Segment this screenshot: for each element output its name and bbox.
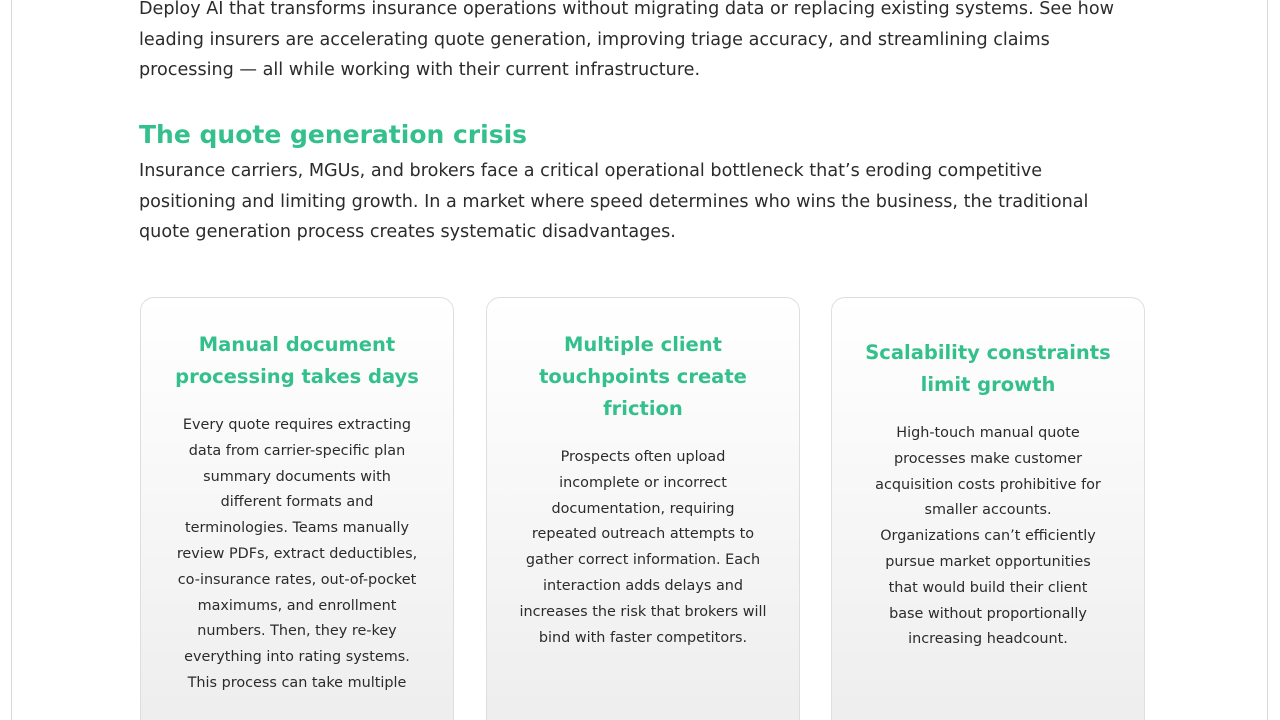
page-border-left [11,0,12,720]
card-multiple-client-touchpoints [486,297,800,720]
intro-paragraph: Deploy AI that transforms insurance operations without migrating data or replacing existing systems. See how leading insurers are accelerating quote generation, improving triage accuracy, and streamlining claims processing — all while working with their current infrastructure. [139,0,1114,80]
page-border-right [1267,0,1268,720]
card-body: High-touch manual quote processes make customer acquisition costs prohibitive for smaller accounts. Organizations can’t efficiently pursue market opportunities that would build their client base without proportionally increasing headcount. [875,425,1101,648]
card-title: Scalability constraints limit growth [865,341,1111,396]
card-scalability-constraints [831,297,1145,720]
card-manual-document-processing [140,297,454,720]
card-body: Every quote requires extracting data from carrier-specific plan summary documents with different formats and terminologies. Teams manually review PDFs, extract deductibles, co-insurance rates, out-of-pocket maximums, and enrollment numbers. Then, they re-key everything into rating systems. This process can take multiple [176,417,418,691]
section-paragraph: Insurance carriers, MGUs, and brokers face a critical operational bottleneck that’s eroding competitive positioning and limiting growth. In a market where speed determines who wins the business, the traditional quote generation process creates systematic disadvantages. [139,161,1089,242]
card-title: Multiple client touchpoints create friction [539,333,747,420]
card-title: Manual document processing takes days [175,333,419,388]
card-body: Prospects often upload incomplete or incorrect documentation, requiring repeated outreach attempts to gather correct information. Each interaction adds delays and increases the risk that brokers will bind with faster competitors. [519,449,767,646]
section-heading: The quote generation crisis [139,120,528,149]
